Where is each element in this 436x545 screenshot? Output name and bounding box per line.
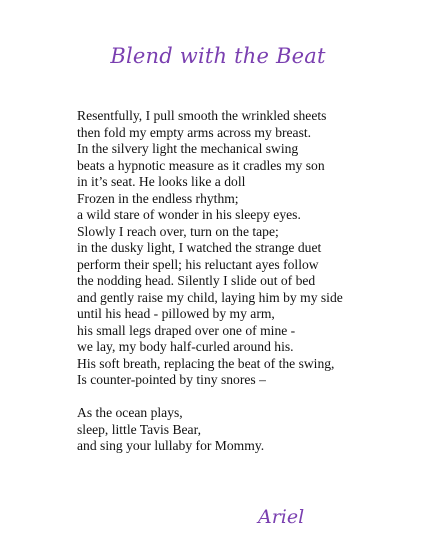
poem-line: His soft breath, replacing the beat of the swing, — [77, 355, 335, 371]
poem-line: the nodding head. Silently I slide out of bed — [77, 273, 316, 288]
stanza-gap — [77, 389, 407, 406]
poem-line: then fold my empty arms across my breast. — [77, 124, 312, 140]
poem-line: sleep, little Tavis Bear, — [77, 421, 201, 437]
stanza-2 — [77, 405, 407, 455]
author-signature: Ariel — [258, 506, 305, 528]
poem-body — [77, 108, 407, 455]
stanza-1 — [77, 108, 407, 389]
poem-line: Slowly I reach over, turn on the tape; — [77, 223, 279, 239]
poem-line: and gently raise my child, laying him by my side — [77, 289, 343, 305]
poem-line: perform their spell; his reluctant ayes follow — [77, 256, 319, 272]
poem-line: in it’s seat. He looks like a doll — [77, 174, 246, 189]
poem-line: and sing your lullaby for Mommy. — [77, 438, 265, 453]
poem-line: a wild stare of wonder in his sleepy eyes. — [77, 207, 301, 222]
poem-line: in the dusky light, I watched the strange duet — [77, 240, 322, 255]
poem-line: until his head - pillowed by my arm, — [77, 306, 275, 321]
poem-line: In the silvery light the mechanical swing — [77, 141, 299, 156]
poem-line: Resentfully, I pull smooth the wrinkled sheets — [77, 108, 327, 123]
poem-line: As the ocean plays, — [77, 405, 183, 420]
poem-line: Frozen in the endless rhythm; — [77, 190, 239, 206]
poem-line: Is counter-pointed by tiny snores – — [77, 372, 266, 387]
poem-line: beats a hypnotic measure as it cradles my son — [77, 157, 325, 173]
poem-line: we lay, my body half-curled around his. — [77, 339, 294, 354]
poem-line: his small legs draped over one of mine - — [77, 322, 296, 338]
poem-title: Blend with the Beat — [110, 44, 326, 68]
